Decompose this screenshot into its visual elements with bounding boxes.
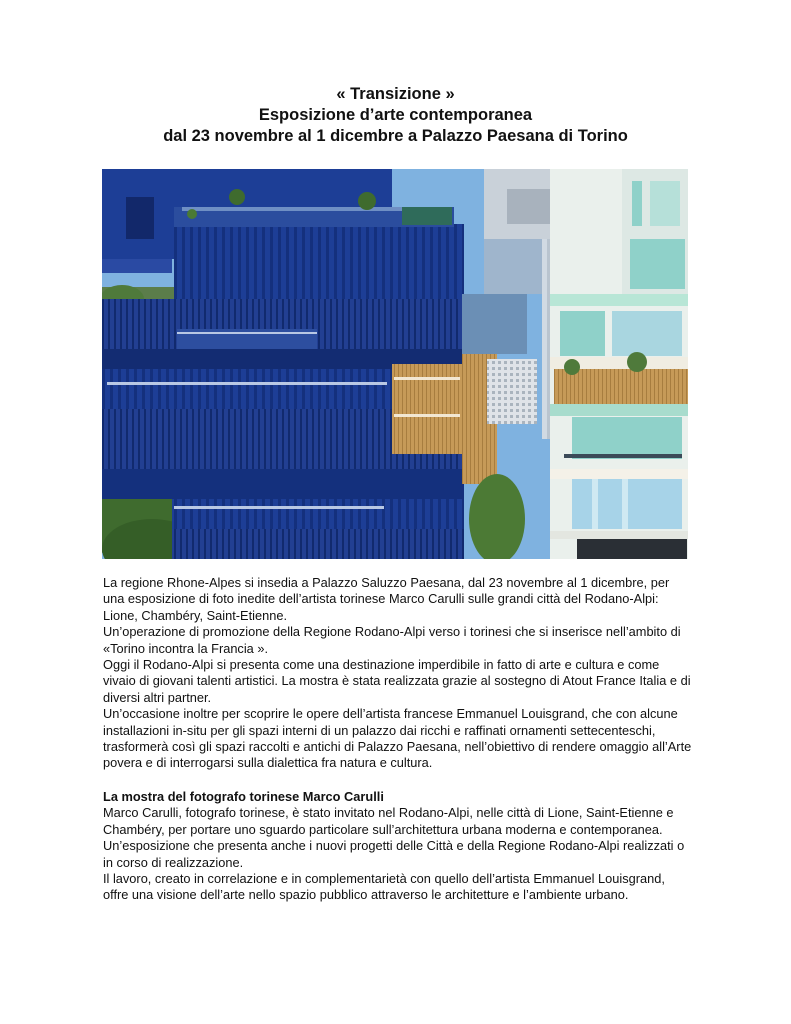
paragraph: Marco Carulli, fotografo torinese, è stato invitato nel Rodano-Alpi, nelle città di Lione, Saint-Etienne e Chambéry, per portare uno sguardo particolare sull’architettura urbana moderna e contemporanea.	[103, 805, 674, 837]
paragraph: Un’esposizione che presenta anche i nuovi progetti delle Città e della Regione Rodano-Alpi realizzati o in corso di realizzazione.	[103, 838, 685, 870]
spacer	[103, 772, 693, 789]
body-text	[103, 575, 693, 904]
architecture-photo	[102, 169, 688, 559]
title-block	[0, 84, 791, 147]
title-line-3: dal 23 novembre al 1 dicembre a Palazzo Paesana di Torino	[163, 127, 628, 145]
paragraph: Un’occasione inoltre per scoprire le opere dell’artista francese Emmanuel Louisgrand, che con alcune installazioni in-situ per gli spazi interni di un palazzo dai ricchi e raffinati ornamenti settecenteschi, trasformerà così gli spazi raccolti e antichi di Palazzo Paesana, nell’obiettivo di rendere omaggio all’Arte povera e di interrogarsi sulla dialettica fra natura e cultura.	[103, 706, 692, 771]
title-line-1: « Transizione »	[336, 85, 455, 103]
paragraph: La regione Rhone-Alpes si insedia a Palazzo Saluzzo Paesana, dal 23 novembre al 1 dicembre, per una esposizione di foto inedite dell’artista torinese Marco Carulli sulle grandi città del Rodano-Alpi: Lione, Chambéry, Saint-Etienne.	[103, 575, 670, 623]
section-heading: La mostra del fotografo torinese Marco Carulli	[103, 788, 384, 804]
paragraph: Il lavoro, creato in correlazione e in complementarietà con quello dell’artista Emmanuel Louisgrand, offre una visione dell’arte nello spazio pubblico attraverso le architetture e l’ambiente urbano.	[103, 870, 665, 903]
title-line-2: Esposizione d’arte contemporanea	[258, 106, 533, 124]
paragraph: Un’operazione di promozione della Regione Rodano-Alpi verso i torinesi che si inserisce nell’ambito di «Torino incontra la Francia ».	[103, 624, 681, 656]
paragraph: Oggi il Rodano-Alpi si presenta come una destinazione imperdibile in fatto di arte e cultura e come vivaio di giovani talenti artistici. La mostra è stata realizzata grazie al sostegno di Atout France Italia e di diversi altri partner.	[103, 657, 691, 705]
